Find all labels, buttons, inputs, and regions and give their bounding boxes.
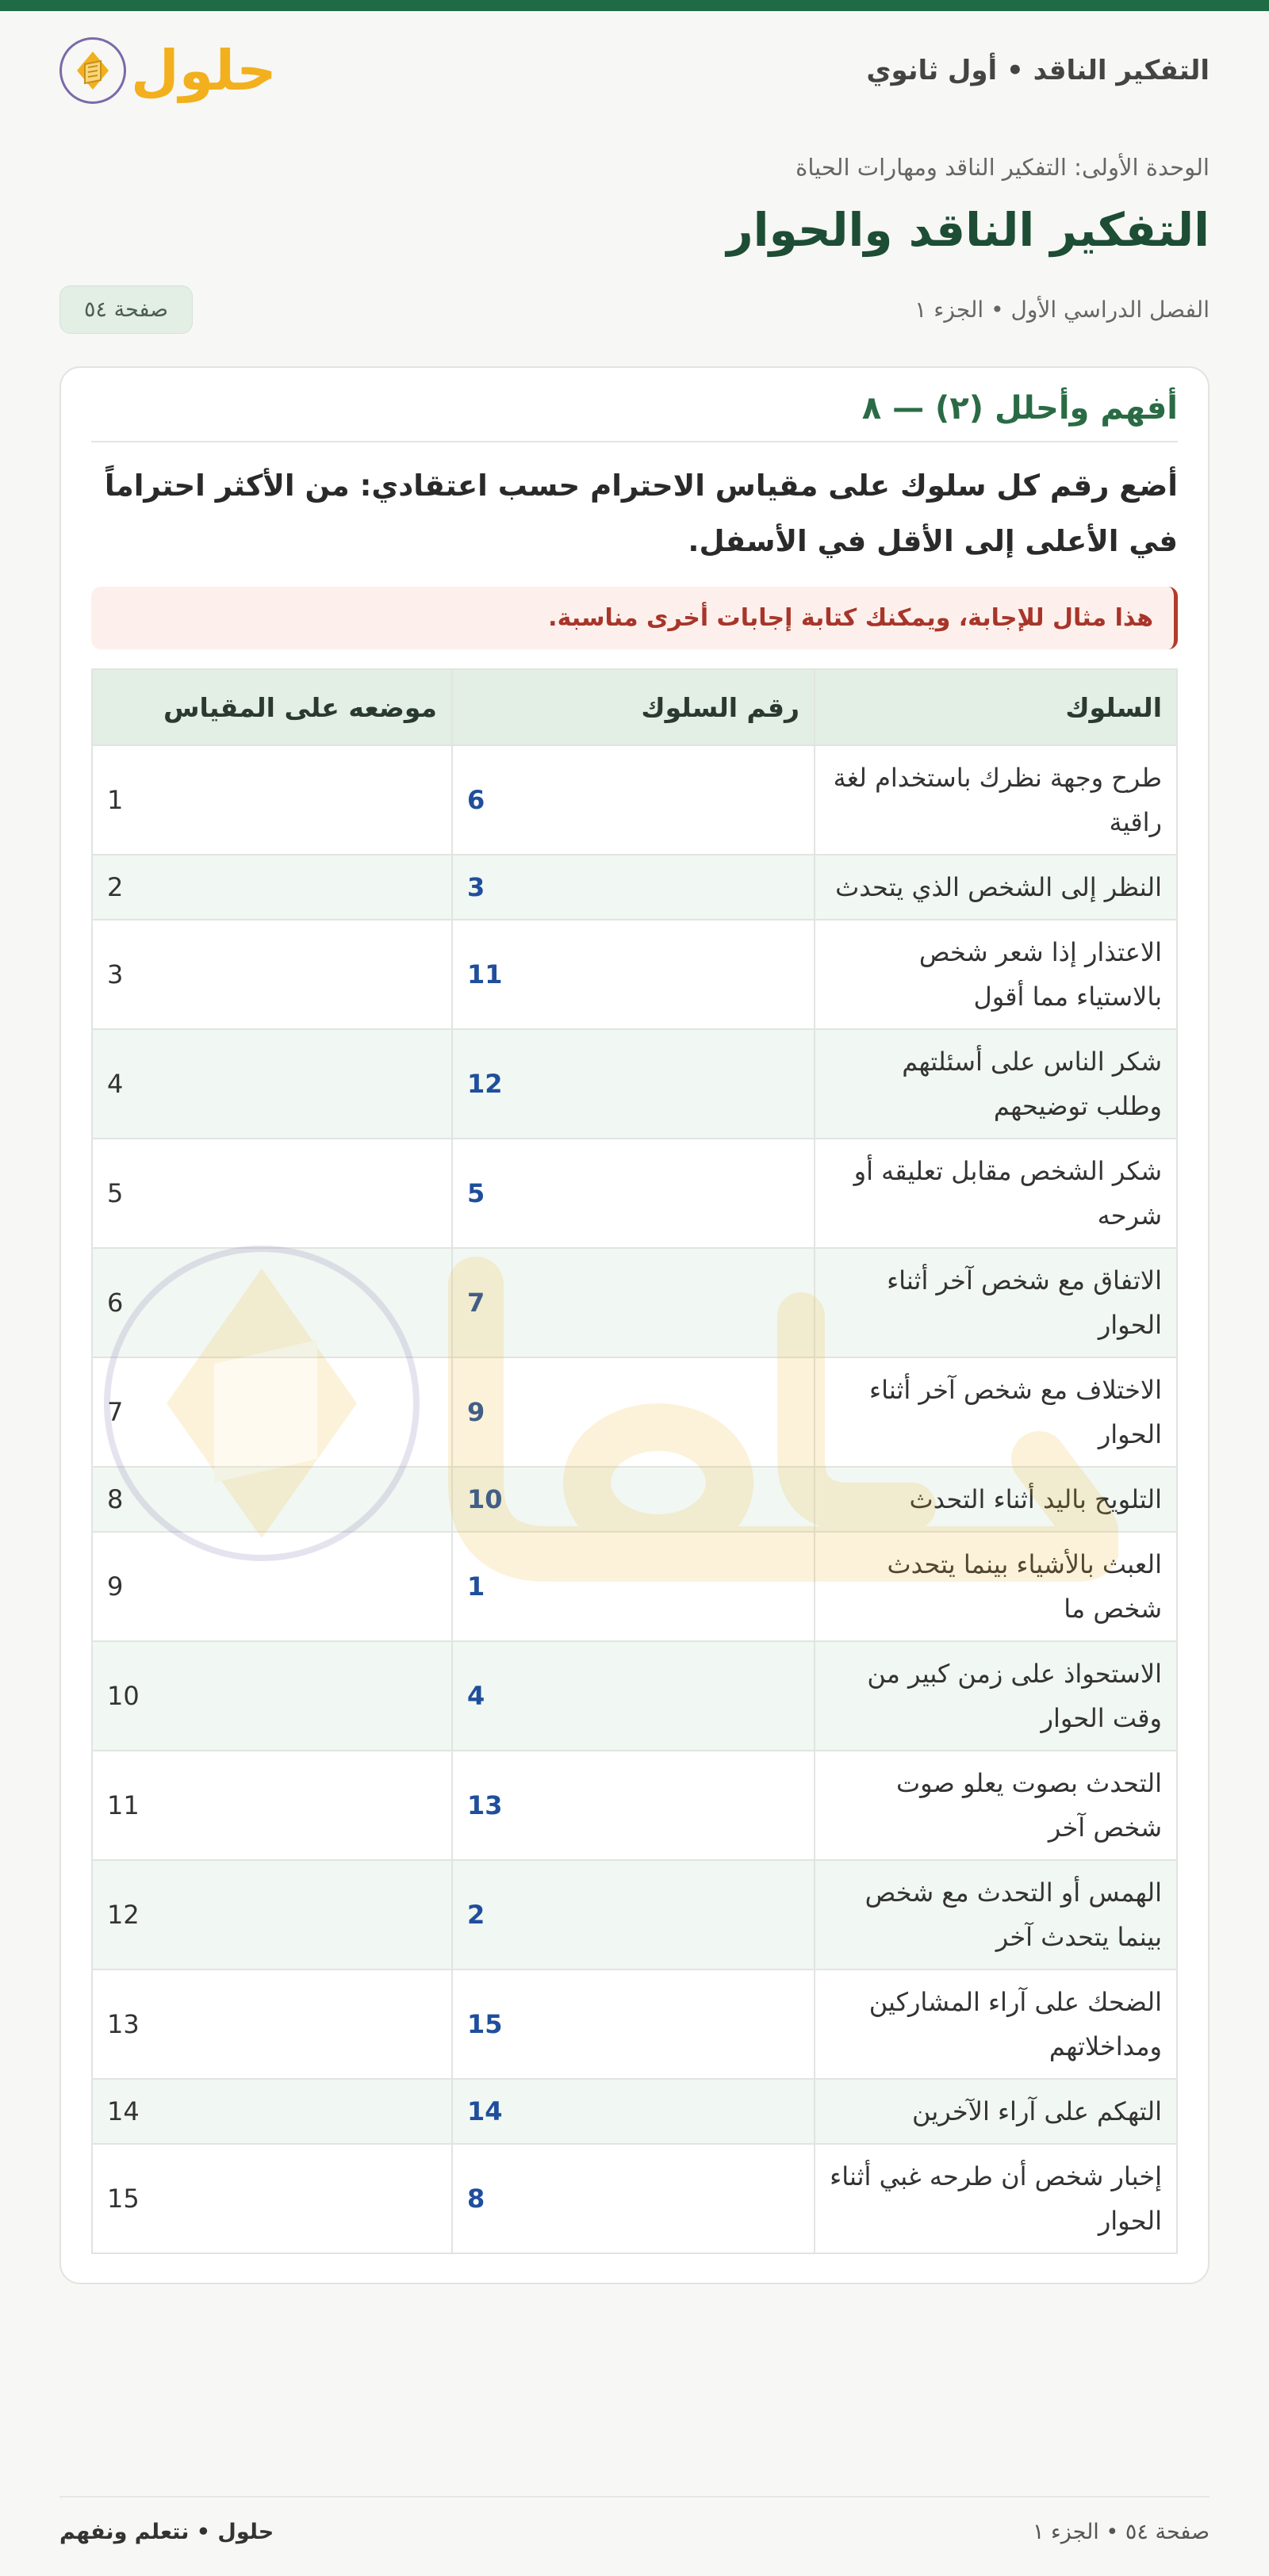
table-row [92,1357,1177,1467]
position-cell: 15 [92,2144,452,2253]
behavior-cell: الضحك على آراء المشاركين ومداخلاتهم [815,1969,1177,2079]
footer-brand: حلول • نتعلم ونفهم [59,2520,274,2544]
exercise-instruction: أضع رقم كل سلوك على مقياس الاحترام حسب اعتقادي: من الأكثر احتراماً في الأعلى إلى الأقل في الأسفل. [104,469,1178,558]
behavior-cell: الاعتذار إذا شعر شخص بالاستياء مما أقول [815,920,1177,1029]
table-row [92,920,1177,1029]
table-row [92,2079,1177,2144]
number-cell: 8 [452,2144,815,2253]
table-row [92,1860,1177,1969]
number-cell: 10 [452,1467,815,1532]
table-row [92,1467,1177,1532]
table-row [92,1751,1177,1860]
position-cell: 7 [92,1357,452,1467]
number-cell: 12 [452,1029,815,1139]
table-row [92,855,1177,920]
position-cell: 4 [92,1029,452,1139]
position-cell: 9 [92,1532,452,1641]
position-cell: 8 [92,1467,452,1532]
position-cell: 13 [92,1969,452,2079]
respect-scale-table [91,668,1178,2254]
behavior-cell: شكر الناس على أسئلتهم وطلب توضيحهم [815,1029,1177,1139]
number-cell: 4 [452,1641,815,1751]
number-cell: 7 [452,1248,815,1357]
section-heading: أفهم وأحلل (٢) — ٨ [91,390,1178,442]
table-row [92,1532,1177,1641]
position-cell: 12 [92,1860,452,1969]
lesson-title: التفكير الناقد والحوار [727,203,1210,257]
behavior-cell: النظر إلى الشخص الذي يتحدث [815,855,1177,920]
semester-label: الفصل الدراسي الأول • الجزء ١ [914,296,1210,323]
number-cell: 1 [452,1532,815,1641]
table-row [92,745,1177,855]
number-cell: 14 [452,2079,815,2144]
position-cell: 2 [92,855,452,920]
page-footer [59,2496,1210,2544]
behavior-cell: شكر الشخص مقابل تعليقه أو شرحه [815,1139,1177,1248]
page-badge: صفحة ٥٤ [59,285,193,334]
exercise-card [59,366,1210,2284]
table-row [92,1139,1177,1248]
page [0,11,1269,2284]
behavior-cell: الهمس أو التحدث مع شخص بينما يتحدث آخر [815,1860,1177,1969]
number-cell: 9 [452,1357,815,1467]
behavior-cell: الاتفاق مع شخص آخر أثناء الحوار [815,1248,1177,1357]
table-row [92,1248,1177,1357]
table-row [92,1969,1177,2079]
behavior-cell: التلويح باليد أثناء التحدث [815,1467,1177,1532]
position-cell: 6 [92,1248,452,1357]
behavior-cell: التهكم على آراء الآخرين [815,2079,1177,2144]
meta-row [59,282,1210,336]
behavior-cell: إخبار شخص أن طرحه غبي أثناء الحوار [815,2144,1177,2253]
number-cell: 6 [452,745,815,855]
book-emblem-icon [59,37,126,104]
position-cell: 11 [92,1751,452,1860]
header-number: رقم السلوك [452,669,815,745]
unit-title: الوحدة الأولى: التفكير الناقد ومهارات الحياة [796,154,1210,181]
position-cell: 1 [92,745,452,855]
behavior-cell: الاختلاف مع شخص آخر أثناء الحوار [815,1357,1177,1467]
top-accent-bar [0,0,1269,11]
header-position: موضعه على المقياس [92,669,452,745]
behavior-cell: التحدث بصوت يعلو صوت شخص آخر [815,1751,1177,1860]
logo-text: حلول [131,38,277,103]
number-cell: 2 [452,1860,815,1969]
position-cell: 5 [92,1139,452,1248]
number-cell: 13 [452,1751,815,1860]
position-cell: 10 [92,1641,452,1751]
table-row [92,1029,1177,1139]
position-cell: 3 [92,920,452,1029]
behavior-cell: طرح وجهة نظرك باستخدام لغة راقية [815,745,1177,855]
table-header-row [92,669,1177,745]
number-cell: 3 [452,855,815,920]
answer-note: هذا مثال للإجابة، ويمكنك كتابة إجابات أخرى مناسبة. [91,587,1178,649]
number-cell: 5 [452,1139,815,1248]
number-cell: 15 [452,1969,815,2079]
series-title: التفكير الناقد • أول ثانوي [866,55,1210,86]
behavior-cell: الاستحواذ على زمن كبير من وقت الحوار [815,1641,1177,1751]
footer-page-info: صفحة ٥٤ • الجزء ١ [1032,2520,1210,2544]
header [59,11,1210,130]
header-behavior: السلوك [815,669,1177,745]
position-cell: 14 [92,2079,452,2144]
brand-logo[interactable] [59,37,277,104]
behavior-cell: العبث بالأشياء بينما يتحدث شخص ما [815,1532,1177,1641]
number-cell: 11 [452,920,815,1029]
table-row [92,1641,1177,1751]
table-row [92,2144,1177,2253]
